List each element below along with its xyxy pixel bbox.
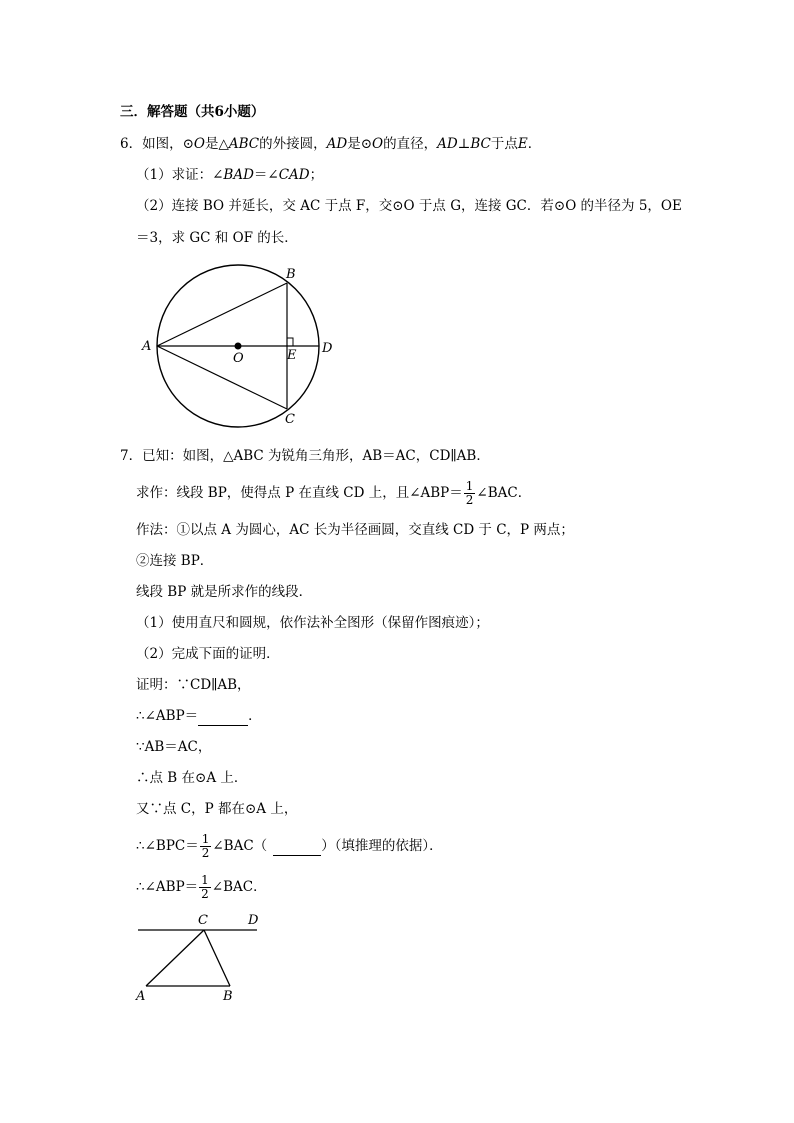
q7-task: 求作：线段 BP，使得点 P 在直线 CD 上，且∠ABP＝ $\frac{1}{2}$ ∠BAC．: [136, 479, 532, 507]
label-d: D: [322, 341, 333, 356]
q7-part1: （1）使用直尺和圆规，依作法补全图形（保留作图痕迹）；: [136, 615, 489, 631]
section-heading: 三．解答题（共6小题）: [120, 104, 265, 120]
fraction-half-2: $\frac{1}{2}$: [201, 832, 210, 860]
q7-proof4: ∴点 B 在⊙A 上．: [136, 770, 248, 786]
answer-blank-2[interactable]: [273, 837, 321, 856]
q6-part2-line1: （2）连接 BO 并延长，交 AC 于点 F，交⊙O 于点 G，连接 GC．若⊙O 的半径为 5，OE: [136, 198, 682, 214]
fraction-half: $\frac{1}{2}$: [465, 479, 474, 507]
q7-step2: ②连接 BP．: [136, 553, 214, 569]
q7-method: 作法：①以点 A 为圆心，AC 长为半径画圆，交直线 CD 于 C，P 两点；: [136, 522, 574, 538]
label-d: D: [248, 913, 259, 928]
q7-result: 线段 BP 就是所求作的线段．: [136, 584, 313, 600]
q7-proof2: ∴∠ABP＝ ．: [136, 708, 262, 724]
q7-proof6: ∴∠BPC＝ $\frac{1}{2}$ ∠BAC（ ）（填推理的依据）．: [136, 832, 443, 860]
right-angle-mark: [287, 338, 293, 346]
q7-proof7: ∴∠ABP＝ $\frac{1}{2}$ ∠BAC．: [136, 873, 267, 901]
q7-proof5: 又∵点 C，P 都在⊙A 上，: [136, 801, 298, 817]
label-e: E: [287, 348, 297, 363]
fraction-half-3: $\frac{1}{2}$: [201, 873, 209, 901]
q6-part2-line2: ＝3，求 GC 和 OF 的长．: [136, 230, 298, 246]
center-point: [235, 343, 242, 350]
label-b: B: [286, 267, 296, 282]
label-o: O: [233, 351, 244, 366]
q7-proof1: 证明：∵CD∥AB，: [136, 677, 251, 693]
q7-proof3: ∵AB＝AC，: [136, 739, 212, 755]
answer-blank-1[interactable]: [198, 707, 248, 726]
q6-part1: （1）求证：∠BAD＝∠CAD；: [136, 167, 324, 183]
q7-stem: 7．已知：如图，△ABC 为锐角三角形，AB＝AC，CD∥AB．: [120, 448, 490, 464]
q6-stem: 6．如图，⊙O是△ABC的外接圆，AD是⊙O的直径，AD⊥BC于点E．: [120, 136, 542, 152]
q7-part2: （2）完成下面的证明．: [136, 646, 280, 662]
label-a: A: [136, 989, 146, 1004]
label-b: B: [223, 989, 233, 1004]
label-c: C: [285, 412, 295, 427]
label-c: C: [198, 913, 208, 928]
label-a: A: [142, 339, 152, 354]
